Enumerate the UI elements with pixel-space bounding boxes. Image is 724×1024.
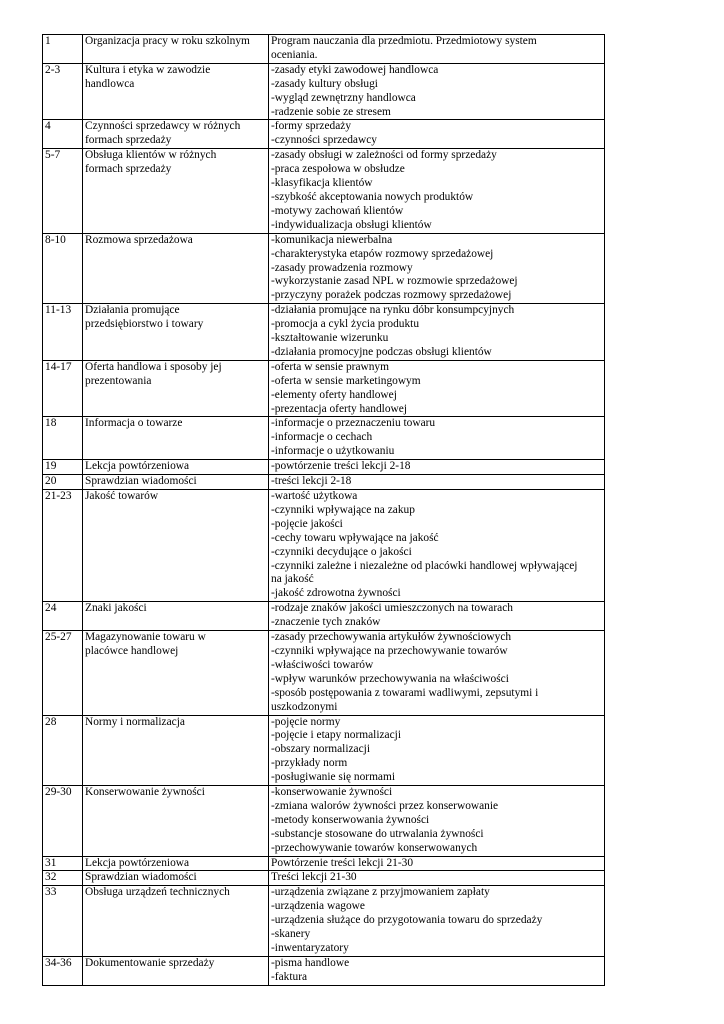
lesson-content-cell: [269, 63, 605, 120]
lesson-content-line: -informacje o cechach: [271, 431, 373, 444]
lesson-number: 2-3: [45, 63, 61, 76]
table-row: [43, 35, 605, 64]
lesson-content-cell: [269, 149, 605, 233]
lesson-content-line: -sposób postępowania z towarami wadliwymi, zepsutymi i: [271, 686, 539, 699]
lesson-topic-cell: [83, 786, 269, 857]
lesson-content-line: -obszary normalizacji: [271, 743, 370, 756]
lesson-number-cell: [43, 149, 83, 233]
lesson-topic-cell: [83, 35, 269, 64]
lesson-number: 29-30: [45, 786, 72, 799]
lesson-content-line: -zasady prowadzenia rozmowy: [271, 261, 413, 274]
lesson-topic-cell: [83, 360, 269, 417]
lesson-number-cell: [43, 417, 83, 460]
lesson-content-line: -skanery: [271, 928, 311, 941]
lesson-topic-cell: [83, 475, 269, 490]
lesson-content-cell: [269, 631, 605, 715]
lesson-number: 21-23: [45, 490, 72, 502]
lesson-content-cell: [269, 956, 605, 985]
lesson-number-cell: [43, 715, 83, 786]
lesson-topic-line: Lekcja powtórzeniowa: [85, 460, 190, 473]
lesson-topic-line: handlowca: [85, 77, 135, 90]
table-row: [43, 856, 605, 871]
lesson-topic-cell: [83, 871, 269, 886]
lesson-content-line: -zasady przechowywania artykułów żywnościowych: [271, 631, 512, 644]
lesson-topic-line: Działania promujące: [85, 304, 180, 317]
lesson-topic-line: Dokumentowanie sprzedaży: [85, 956, 215, 969]
lesson-topic-line: prezentowania: [85, 374, 152, 387]
lesson-content-cell: [269, 360, 605, 417]
lesson-content-line: -czynniki wpływające na przechowywanie towarów: [271, 644, 508, 657]
lesson-content-cell: [269, 460, 605, 475]
lesson-number-cell: [43, 360, 83, 417]
lesson-topic-line: Sprawdzian wiadomości: [85, 871, 197, 884]
lesson-number-cell: [43, 956, 83, 985]
lesson-topic-cell: [83, 417, 269, 460]
lesson-topic-line: Lekcja powtórzeniowa: [85, 856, 190, 869]
lesson-content-line: -praca zespołowa w obsłudze: [271, 163, 405, 176]
lesson-content-line: -treści lekcji 2-18: [271, 475, 352, 488]
lesson-content-line: -pojęcie normy: [271, 715, 341, 728]
lesson-number: 14-17: [45, 360, 72, 373]
lesson-content-line: -promocja a cykl życia produktu: [271, 318, 420, 331]
lesson-content-line: -radzenie sobie ze stresem: [271, 105, 391, 118]
lesson-content-cell: [269, 715, 605, 786]
lesson-content-line: Powtórzenie treści lekcji 21-30: [271, 856, 414, 869]
lesson-topic-cell: [83, 304, 269, 361]
lesson-number-cell: [43, 460, 83, 475]
lesson-number: 31: [45, 856, 57, 869]
lesson-content-line: -posługiwanie się normami: [271, 771, 396, 784]
lesson-number: 4: [45, 120, 51, 133]
lesson-content-line: -przykłady norm: [271, 757, 348, 770]
lesson-number: 34-36: [45, 956, 72, 969]
lesson-content-line: -pisma handlowe: [271, 956, 350, 969]
lesson-content-cell: [269, 304, 605, 361]
lesson-topic-line: Normy i normalizacja: [85, 715, 185, 728]
lesson-topic-line: Kultura i etyka w zawodzie: [85, 63, 211, 76]
lesson-content-line: uszkodzonymi: [271, 700, 338, 713]
lesson-content-line: oceniania.: [271, 48, 318, 61]
lesson-content-line: -inwentaryzatory: [271, 942, 349, 954]
lesson-content-line: -formy sprzedaży: [271, 120, 352, 133]
lesson-content-line: -działania promocyjne podczas obsługi klientów: [271, 345, 492, 358]
lesson-topic-cell: [83, 856, 269, 871]
lesson-content-line: -kształtowanie wizerunku: [271, 332, 389, 345]
lesson-content-cell: [269, 475, 605, 490]
lesson-content-line: -szybkość akceptowania nowych produktów: [271, 190, 474, 203]
lesson-topic-line: Obsługa urządzeń technicznych: [85, 886, 230, 899]
lesson-topic-line: Organizacja pracy w roku szkolnym: [85, 35, 250, 47]
lesson-topic-cell: [83, 149, 269, 233]
lesson-content-line: -komunikacja niewerbalna: [271, 233, 393, 246]
table-row: [43, 475, 605, 490]
lesson-content-line: -informacje o przeznaczeniu towaru: [271, 417, 436, 430]
lesson-topic-cell: [83, 631, 269, 715]
lesson-content-line: -czynniki wpływające na zakup: [271, 503, 415, 516]
lesson-number: 33: [45, 886, 57, 899]
lesson-topic-line: Magazynowanie towaru w: [85, 631, 206, 644]
lesson-content-line: -działania promujące na rynku dóbr konsumpcyjnych: [271, 304, 515, 317]
lesson-topic-cell: [83, 602, 269, 631]
lesson-content-line: -zasady etyki zawodowej handlowca: [271, 63, 439, 76]
lesson-content-cell: [269, 490, 605, 602]
lesson-content-line: -czynności sprzedawcy: [271, 134, 377, 147]
lesson-content-line: -faktura: [271, 970, 308, 983]
lesson-content-line: -przyczyny porażek podczas rozmowy sprzedażowej: [271, 289, 512, 302]
lesson-number-cell: [43, 120, 83, 149]
table-row: [43, 360, 605, 417]
table-row: [43, 490, 605, 602]
lesson-number: 18: [45, 417, 57, 430]
lesson-content-line: -znaczenie tych znaków: [271, 616, 381, 629]
lesson-number: 20: [45, 475, 57, 488]
table-row: [43, 715, 605, 786]
lesson-content-line: -wykorzystanie zasad NPL w rozmowie sprzedażowej: [271, 275, 518, 288]
lesson-content-cell: [269, 786, 605, 857]
lesson-content-line: -rodzaje znaków jakości umieszczonych na towarach: [271, 602, 513, 615]
lesson-number-cell: [43, 475, 83, 490]
lesson-number-cell: [43, 602, 83, 631]
lesson-content-cell: [269, 602, 605, 631]
lesson-content-cell: [269, 871, 605, 886]
lesson-number: 28: [45, 715, 57, 728]
lesson-topic-cell: [83, 120, 269, 149]
lesson-content-line: -zasady obsługi w zależności od formy sprzedaży: [271, 149, 497, 162]
lesson-content-line: -charakterystyka etapów rozmowy sprzedażowej: [271, 247, 494, 260]
lesson-number: 25-27: [45, 631, 72, 644]
lesson-topic-cell: [83, 956, 269, 985]
lesson-content-line: -urządzenia wagowe: [271, 900, 365, 913]
lesson-topic-line: Rozmowa sprzedażowa: [85, 233, 193, 246]
lesson-content-cell: [269, 417, 605, 460]
lesson-number-cell: [43, 304, 83, 361]
table-row: [43, 786, 605, 857]
table-row: [43, 63, 605, 120]
lesson-content-line: -wpływ warunków przechowywania na właściwości: [271, 672, 509, 685]
lesson-content-cell: [269, 886, 605, 957]
lesson-topic-line: Konserwowanie żywności: [85, 786, 205, 799]
lesson-topic-cell: [83, 460, 269, 475]
lesson-content-line: -powtórzenie treści lekcji 2-18: [271, 460, 411, 473]
lesson-content-line: -konserwowanie żywności: [271, 786, 393, 799]
lesson-content-line: -indywidualizacja obsługi klientów: [271, 218, 432, 231]
lesson-content-line: -właściwości towarów: [271, 658, 374, 671]
lesson-topic-line: Jakość towarów: [85, 490, 159, 502]
lesson-content-line: -prezentacja oferty handlowej: [271, 402, 407, 415]
lesson-content-line: -elementy oferty handlowej: [271, 388, 397, 401]
lesson-content-line: -metody konserwowania żywności: [271, 813, 430, 826]
lesson-topic-line: Obsługa klientów w różnych: [85, 149, 217, 162]
lesson-content-line: -urządzenia związane z przyjmowaniem zapłaty: [271, 886, 490, 899]
lesson-number-cell: [43, 233, 83, 304]
lesson-number: 11-13: [45, 304, 72, 317]
lesson-plan-table: [42, 34, 605, 986]
lesson-topic-line: formach sprzedaży: [85, 134, 172, 147]
lesson-content-line: -zmiana walorów żywności przez konserwowanie: [271, 799, 499, 812]
lesson-content-line: -oferta w sensie prawnym: [271, 360, 389, 373]
lesson-number-cell: [43, 886, 83, 957]
lesson-topic-line: Oferta handlowa i sposoby jej: [85, 360, 222, 373]
lesson-topic-line: Sprawdzian wiadomości: [85, 475, 197, 488]
lesson-topic-line: Znaki jakości: [85, 602, 147, 615]
lesson-content-cell: [269, 856, 605, 871]
lesson-topic-cell: [83, 63, 269, 120]
lesson-content-line: Treści lekcji 21-30: [271, 871, 357, 884]
lesson-topic-line: Czynności sprzedawcy w różnych: [85, 120, 241, 133]
lesson-number-cell: [43, 856, 83, 871]
table-row: [43, 417, 605, 460]
lesson-number: 19: [45, 460, 57, 473]
lesson-content-line: -substancje stosowane do utrwalania żywności: [271, 827, 484, 840]
lesson-number-cell: [43, 631, 83, 715]
lesson-content-line: -urządzenia służące do przygotowania towaru do sprzedaży: [271, 914, 543, 927]
lesson-topic-line: formach sprzedaży: [85, 163, 172, 176]
lesson-topic-cell: [83, 715, 269, 786]
lesson-topic-line: Informacja o towarze: [85, 417, 183, 430]
lesson-plan-body: [43, 35, 605, 986]
lesson-content-line: -czynniki decydujące o jakości: [271, 545, 412, 558]
lesson-content-line: -klasyfikacja klientów: [271, 177, 373, 190]
lesson-content-line: -zasady kultury obsługi: [271, 77, 378, 90]
lesson-content-cell: [269, 35, 605, 64]
lesson-content-line: -jakość zdrowotna żywności: [271, 587, 401, 600]
table-row: [43, 233, 605, 304]
lesson-number-cell: [43, 871, 83, 886]
lesson-number: 1: [45, 35, 51, 47]
table-row: [43, 304, 605, 361]
lesson-content-line: -cechy towaru wpływające na jakość: [271, 531, 439, 544]
lesson-topic-line: placówce handlowej: [85, 644, 179, 657]
lesson-content-line: -pojęcie jakości: [271, 517, 343, 530]
table-row: [43, 120, 605, 149]
lesson-number: 8-10: [45, 233, 66, 246]
lesson-content-line: -oferta w sensie marketingowym: [271, 374, 421, 387]
lesson-number: 5-7: [45, 149, 61, 162]
lesson-content-line: Program nauczania dla przedmiotu. Przedmiotowy system: [271, 35, 537, 47]
lesson-content-line: -informacje o użytkowaniu: [271, 445, 395, 458]
lesson-content-line: na jakość: [271, 573, 314, 586]
lesson-content-cell: [269, 233, 605, 304]
lesson-number-cell: [43, 490, 83, 602]
table-row: [43, 460, 605, 475]
table-row: [43, 631, 605, 715]
table-row: [43, 956, 605, 985]
table-row: [43, 602, 605, 631]
lesson-topic-cell: [83, 490, 269, 602]
lesson-content-line: -wartość użytkowa: [271, 490, 358, 502]
lesson-content-cell: [269, 120, 605, 149]
lesson-number: 32: [45, 871, 57, 884]
lesson-number-cell: [43, 35, 83, 64]
table-row: [43, 149, 605, 233]
lesson-topic-cell: [83, 233, 269, 304]
lesson-content-line: -wygląd zewnętrzny handlowca: [271, 91, 416, 104]
lesson-topic-line: przedsiębiorstwo i towary: [85, 318, 204, 331]
lesson-content-line: -pojęcie i etapy normalizacji: [271, 729, 401, 742]
lesson-content-line: -przechowywanie towarów konserwowanych: [271, 841, 478, 854]
lesson-number-cell: [43, 63, 83, 120]
lesson-number: 24: [45, 602, 57, 615]
table-row: [43, 886, 605, 957]
lesson-content-line: -czynniki zależne i niezależne od placówki handlowej wpływającej: [271, 559, 578, 572]
lesson-topic-cell: [83, 886, 269, 957]
table-row: [43, 871, 605, 886]
lesson-number-cell: [43, 786, 83, 857]
lesson-content-line: -motywy zachowań klientów: [271, 204, 404, 217]
